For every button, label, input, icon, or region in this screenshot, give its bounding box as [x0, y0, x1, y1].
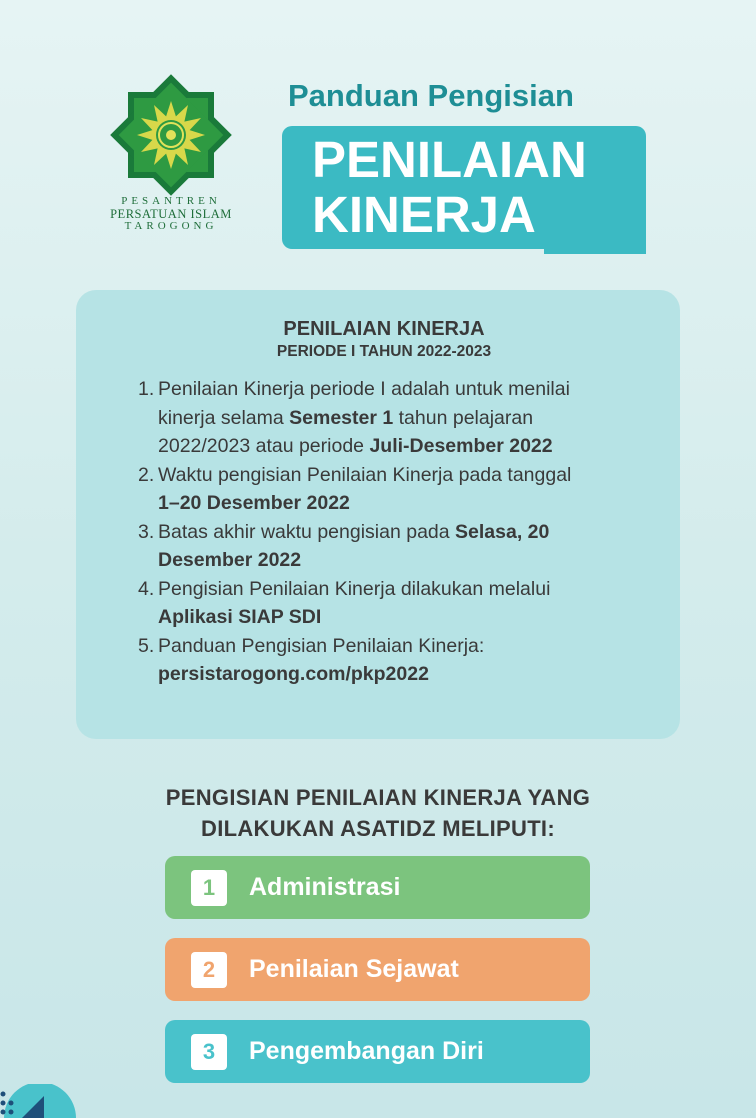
step-administrasi: [165, 856, 590, 919]
list-text-bold: Desember 2022: [158, 549, 302, 571]
card-subtitle: PERIODE I TAHUN 2022-2023: [276, 343, 492, 360]
list-text: Pengisian Penilaian Kinerja dilakukan melalui: [158, 577, 551, 600]
list-item: [138, 632, 630, 689]
title-banner: [282, 126, 646, 249]
list-text: tahun pelajaran: [393, 406, 534, 429]
step-label: Administrasi: [249, 873, 401, 901]
list-text: kinerja selama: [158, 406, 290, 429]
list-item: [138, 575, 630, 632]
logo: [108, 74, 234, 232]
persis-emblem-icon: [110, 74, 232, 196]
step-label: Pengembangan Diri: [249, 1037, 484, 1065]
section-title-line-1: PENGISIAN PENILAIAN KINERJA YANG: [165, 785, 591, 810]
list-number: 1.: [138, 378, 155, 400]
corner-decoration-icon: [0, 1084, 80, 1118]
list-text: Batas akhir waktu pengisian pada: [158, 520, 456, 543]
list-text-bold: Semester 1: [289, 406, 394, 429]
guide-link[interactable]: persistarogong.com/pkp2022: [158, 663, 429, 685]
list-number: 2.: [138, 463, 155, 486]
step-penilaian-sejawat: [165, 938, 590, 1001]
card-title: PENILAIAN KINERJA: [283, 318, 485, 340]
list-text: Penilaian Kinerja periode I adalah untuk menilai: [158, 378, 570, 400]
step-pengembangan-diri: [165, 1020, 590, 1083]
step-number-badge: 1: [191, 870, 227, 906]
step-number-badge: 2: [191, 952, 227, 988]
page-title-line-2: KINERJA: [312, 186, 536, 243]
list-text-bold: Selasa, 20: [455, 520, 550, 543]
list-number: 4.: [138, 577, 155, 600]
list-item: [138, 461, 630, 518]
list-number: 3.: [138, 520, 155, 543]
info-card: [76, 290, 680, 739]
step-label: Penilaian Sejawat: [249, 955, 459, 983]
list-text-bold: Aplikasi SIAP SDI: [158, 606, 322, 628]
list-text-bold: 1–20 Desember 2022: [158, 492, 350, 514]
list-text: Panduan Pengisian Penilaian Kinerja:: [158, 634, 485, 657]
list-text: Waktu pengisian Penilaian Kinerja pada tanggal: [158, 463, 572, 486]
list-item: [138, 518, 630, 575]
page-title-line-1: PENILAIAN: [312, 131, 587, 188]
list-number: 5.: [138, 634, 155, 657]
section-title: [0, 782, 756, 844]
list-text: 2022/2023 atau periode: [158, 435, 370, 457]
logo-line-2: PERSATUAN ISLAM: [110, 206, 232, 221]
info-list: [138, 375, 630, 689]
step-number-badge: 3: [191, 1034, 227, 1070]
page-subtitle: Panduan Pengisian: [288, 78, 574, 113]
list-item: [138, 375, 630, 461]
list-text-bold: Juli-Desember 2022: [369, 435, 553, 457]
logo-line-1: PESANTREN: [121, 195, 221, 207]
section-title-line-2: DILAKUKAN ASATIDZ MELIPUTI:: [201, 816, 555, 841]
logo-line-3: TAROGONG: [124, 219, 218, 232]
